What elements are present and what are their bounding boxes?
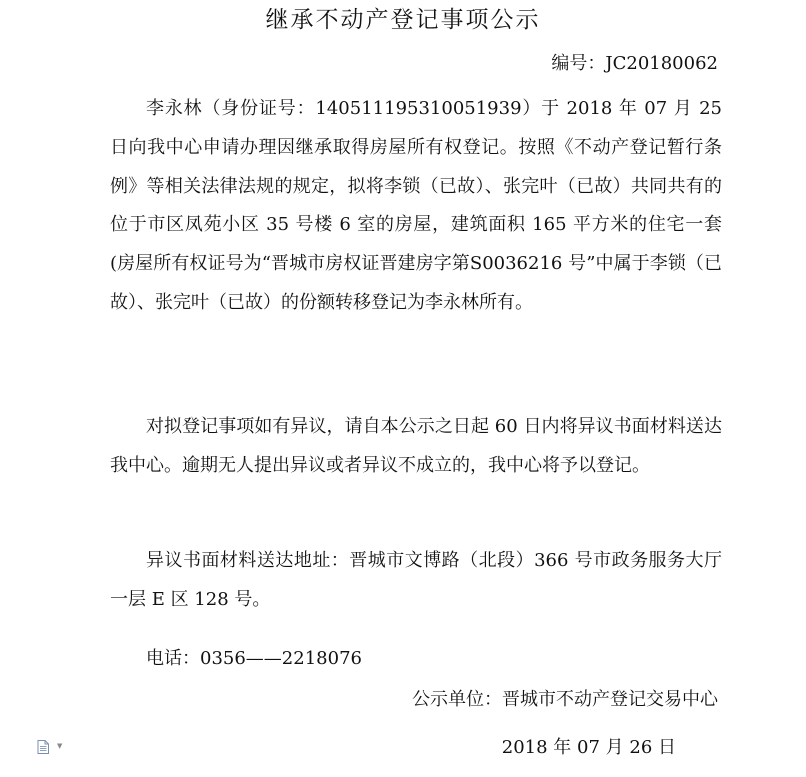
paragraph-address: 异议书面材料送达地址：晋城市文博路（北段）366 号市政务服务大厅一层 E 区 128 号。 (110, 550, 722, 610)
chevron-down-icon[interactable]: ▼ (57, 742, 63, 750)
paragraph-main: 李永林（身份证号：140511195310051939）于 2018 年 07 月 25 日向我中心申请办理因继承取得房屋所有权登记。按照《不动产登记暂行条例》等相关法律法规的规定，拟将李锁（已故）、张完叶（已故）共同共有的位于市区凤苑小区 35 号楼 6 室的房屋，建筑面积 165 平方米的住宅一套(房屋所有权证号为“晋城市房权证晋建房字第S0036216 号”中属于李锁（已故）、张完叶（已故）的份额转移登记为李永林所有。 (110, 98, 722, 313)
date-line: 2018 年 07 月 26 日 (501, 737, 676, 758)
document-page-icon[interactable] (37, 739, 49, 753)
paragraph-phone: 电话：0356——2218076 (146, 648, 362, 669)
page-title: 继承不动产登记事项公示 (265, 7, 541, 33)
document-number: 编号：JC20180062 (551, 53, 718, 74)
paragraph-objection: 对拟登记事项如有异议，请自本公示之日起 60 日内将异议书面材料送达我中心。逾期无人提出异议或者异议不成立的，我中心将予以登记。 (110, 416, 722, 476)
signer-line: 公示单位：晋城市不动产登记交易中心 (412, 689, 718, 710)
